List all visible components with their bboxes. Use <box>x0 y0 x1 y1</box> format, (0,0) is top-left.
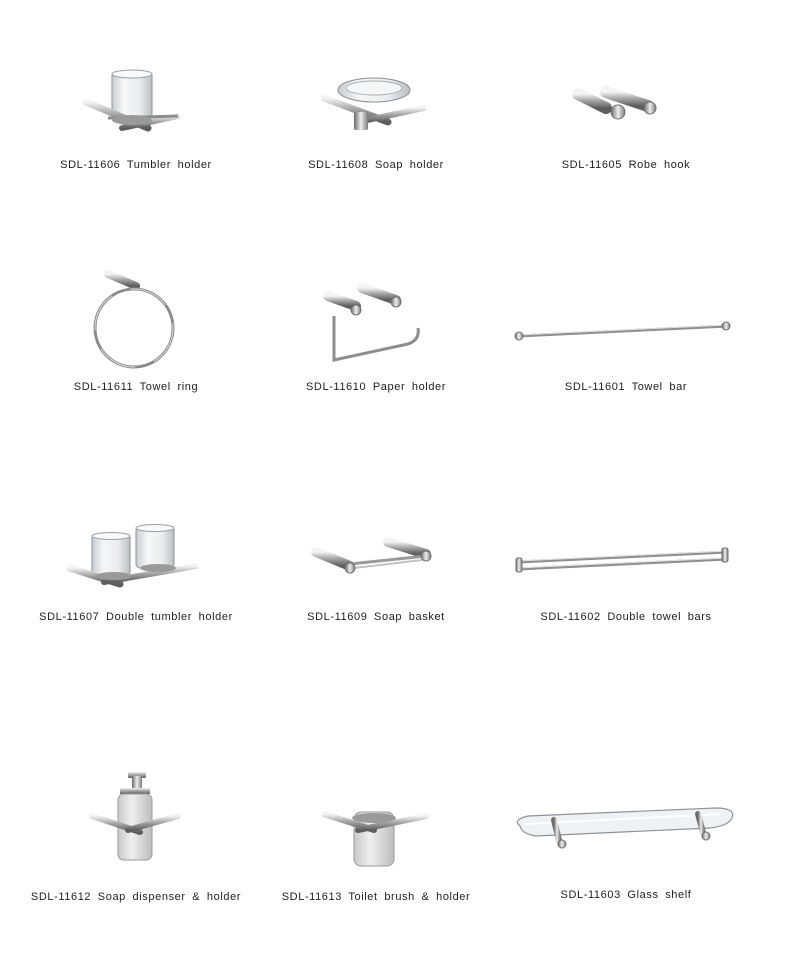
double-tumbler-holder-image <box>64 522 204 592</box>
caption-double-towel-bars: SDL-11602 Double towel bars <box>540 611 712 623</box>
robe-hook-image <box>570 82 674 128</box>
caption-soap-basket: SDL-11609 Soap basket <box>307 611 445 623</box>
caption-glass-shelf: SDL-11603 Glass shelf <box>560 889 692 901</box>
paper-holder-image <box>322 282 426 366</box>
towel-ring-image <box>90 268 180 378</box>
caption-towel-ring: SDL-11611 Towel ring <box>73 381 199 393</box>
toilet-brush-holder-image <box>318 696 432 872</box>
caption-soap-dispenser-holder: SDL-11612 Soap dispenser & holder <box>30 891 242 903</box>
caption-toilet-brush-holder: SDL-11613 Toilet brush & holder <box>281 891 471 903</box>
caption-soap-holder: SDL-11608 Soap holder <box>308 159 444 171</box>
soap-dispenser-holder-image <box>88 770 182 868</box>
towel-bar-image <box>512 318 736 346</box>
caption-robe-hook: SDL-11605 Robe hook <box>561 159 691 171</box>
tumbler-holder-image <box>78 70 188 140</box>
soap-basket-image <box>310 534 438 580</box>
caption-tumbler-holder: SDL-11606 Tumbler holder <box>60 159 212 171</box>
caption-towel-bar: SDL-11601 Towel bar <box>564 381 688 393</box>
caption-double-tumbler-holder: SDL-11607 Double tumbler holder <box>39 611 233 623</box>
glass-shelf-image <box>510 804 738 856</box>
soap-holder-image <box>318 72 430 134</box>
caption-paper-holder: SDL-11610 Paper holder <box>305 381 447 393</box>
double-towel-bars-image <box>512 546 736 576</box>
